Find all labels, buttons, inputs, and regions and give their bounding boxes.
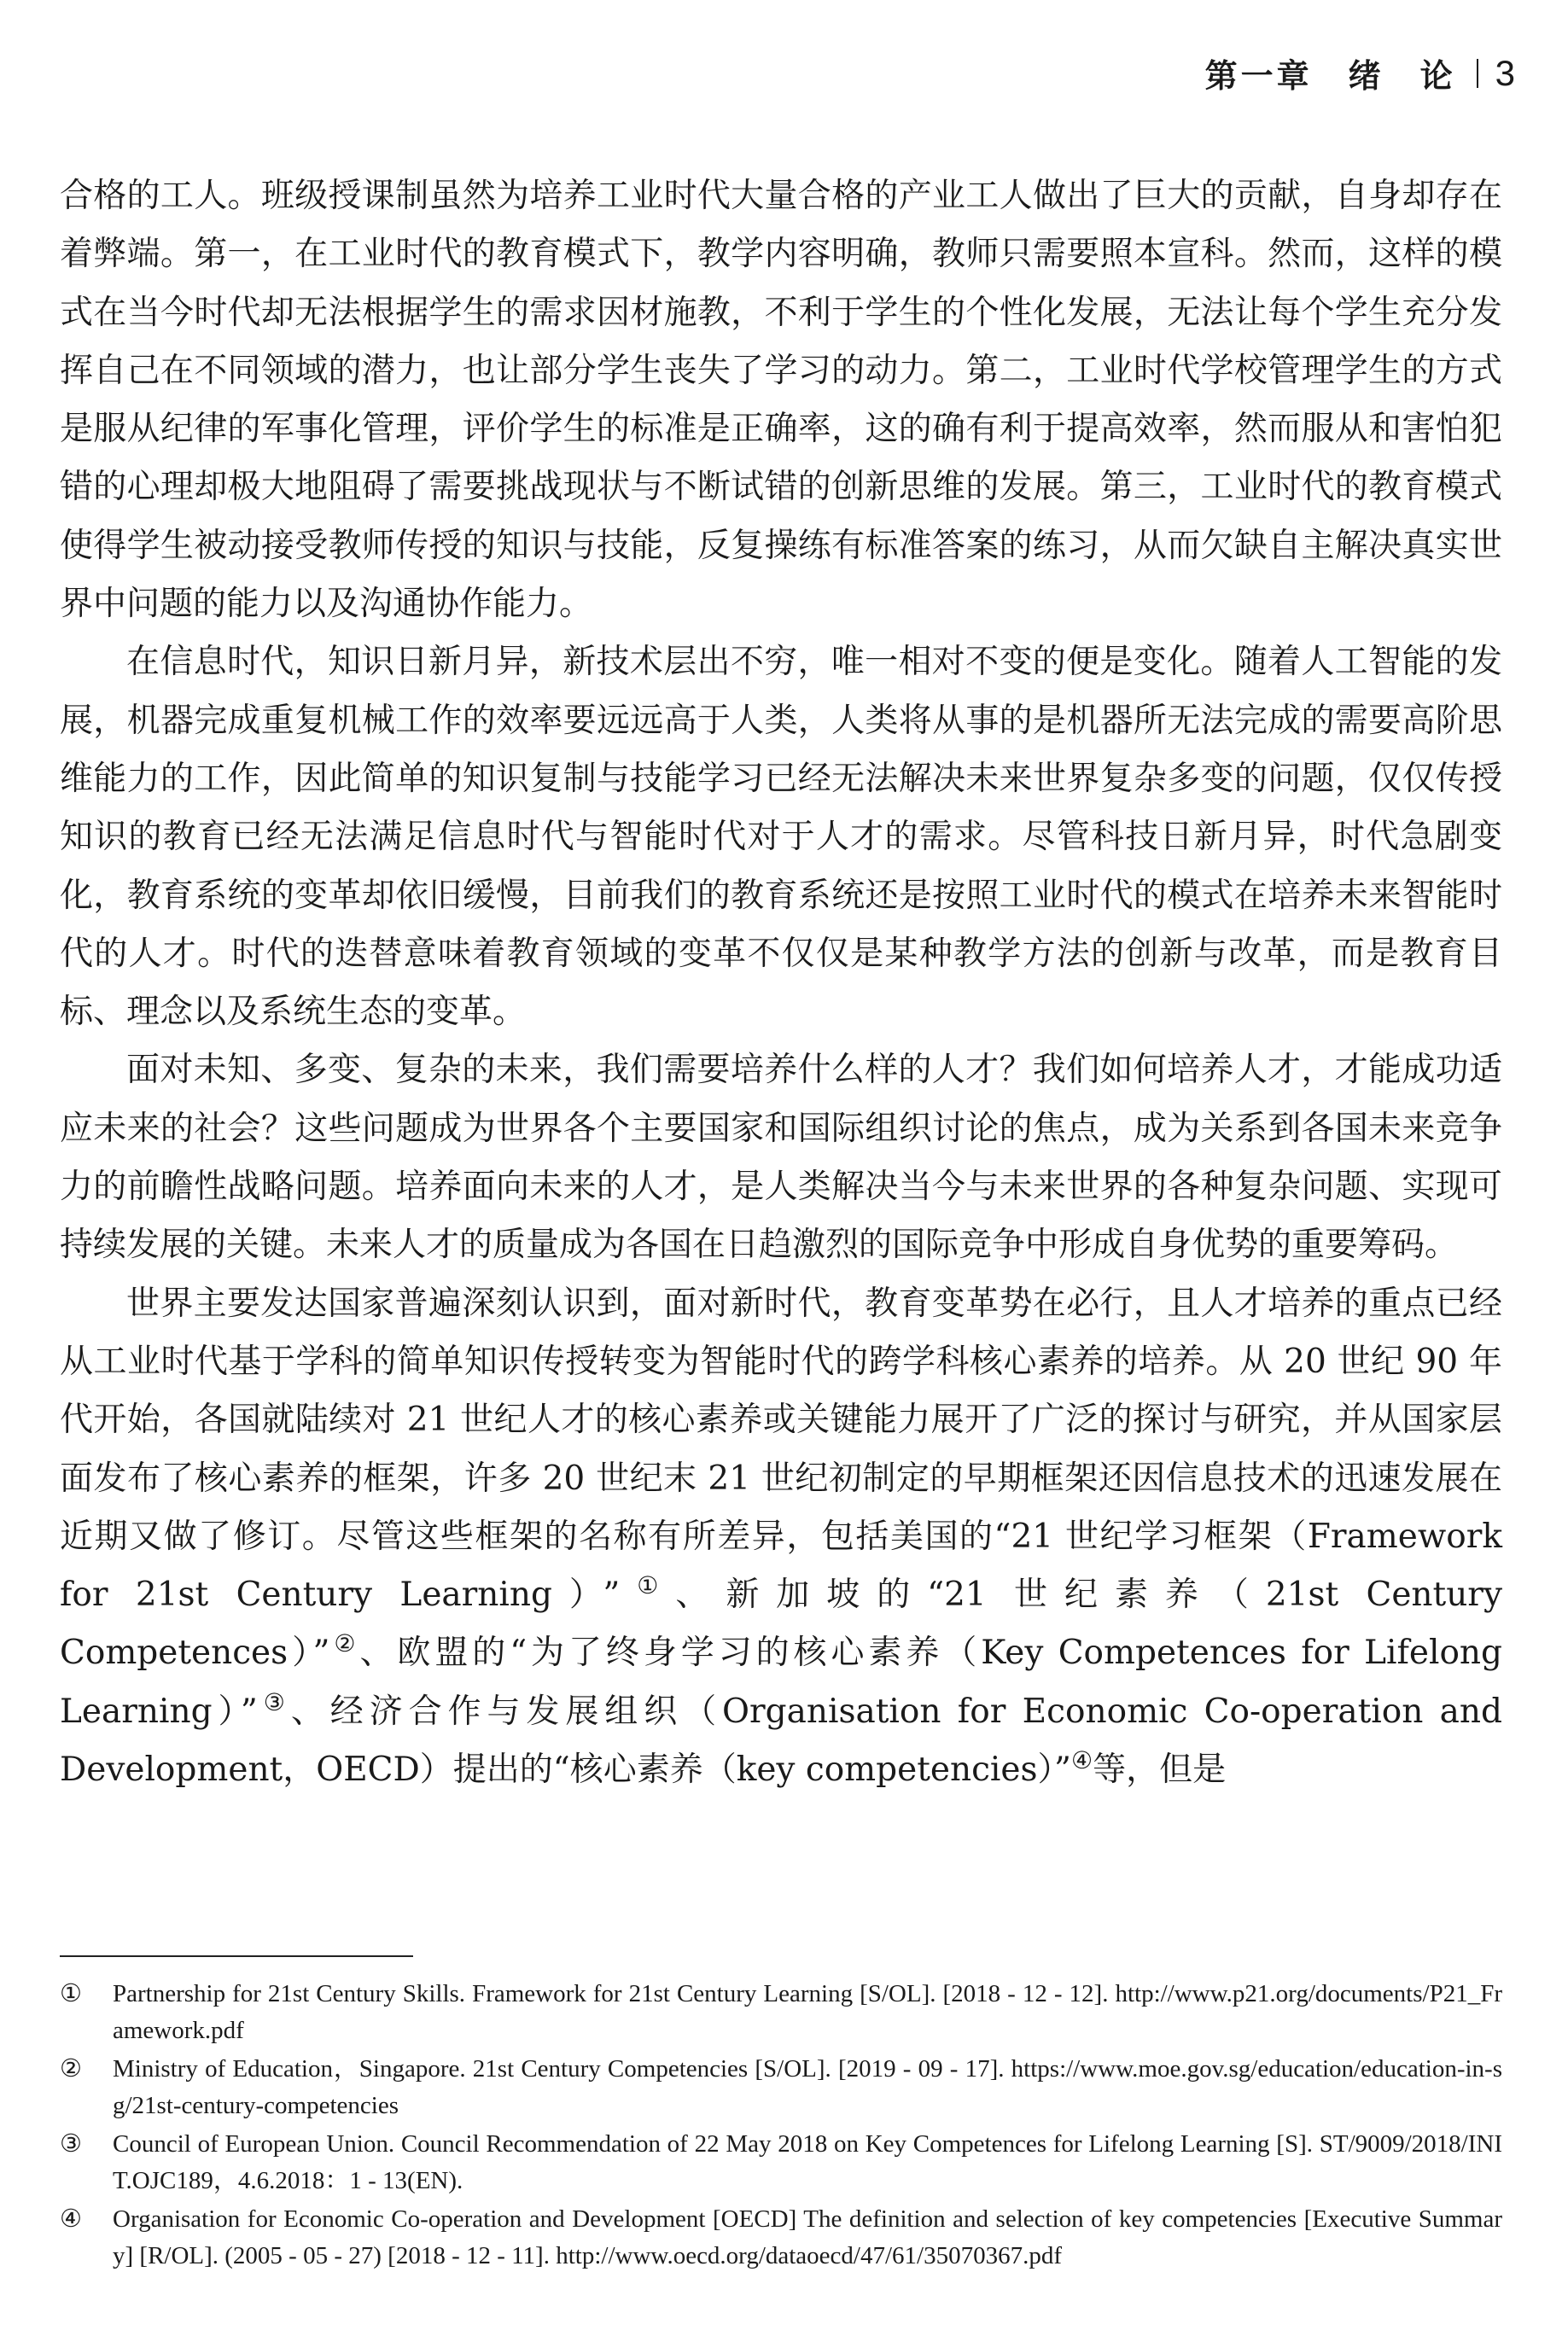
footnote	[60, 2201, 1502, 2275]
header-divider	[1477, 59, 1478, 88]
footnote-marker: ②	[329, 1629, 360, 1658]
body-paragraph	[60, 1041, 1502, 1274]
footnote-number: ①	[60, 1980, 82, 2007]
paragraph-text: 在信息时代，知识日新月异，新技术层出不穷，唯一相对不变的便是变化。随着人工智能的发展，机器完成重复机械工作的效率要远远高于人类，人类将从事的是机器所无法完成的需要高阶思维能力的工作，因此简单的知识复制与技能学习已经无法解决未来世界复杂多变的问题，仅仅传授知识的教育已经无法满足信息时代与智能时代对于人才的需求。尽管科技日新月异，时代急剧变化，教育系统的变革却依旧缓慢，目前我们的教育系统还是按照工业时代的模式在培养未来智能时代的人才。时代的迭替意味着教育领域的变革不仅仅是某种教学方法的创新与改革，而是教育目标、理念以及系统生态的变革。	[60, 643, 1502, 1032]
footnote-text: Council of European Union. Council Recommendation of 22 May 2018 on Key Competences for Lifelong Learning [S]. ST/9009/2018/INIT.OJC189，4.6.2018：1 - 13(EN).	[113, 2130, 1502, 2194]
paragraph-text: 合格的工人。班级授课制虽然为培养工业时代大量合格的产业工人做出了巨大的贡献，自身却存在着弊端。第一，在工业时代的教育模式下，教学内容明确，教师只需要照本宣科。然而，这样的模式在当今时代却无法根据学生的需求因材施教，不利于学生的个性化发展，无法让每个学生充分发挥自己在不同领域的潜力，也让部分学生丧失了学习的动力。第二，工业时代学校管理学生的方式是服从纪律的军事化管理，评价学生的标准是正确率，这的确有利于提高效率，然而服从和害怕犯错的心理却极大地阻碍了需要挑战现状与不断试错的创新思维的发展。第三，工业时代的教育模式使得学生被动接受教师传授的知识与技能，反复操练有标准答案的练习，从而欠缺自主解决真实世界中问题的能力以及沟通协作能力。	[60, 177, 1502, 624]
paragraph-text: 面对未知、多变、复杂的未来，我们需要培养什么样的人才？我们如何培养人才，才能成功适应未来的社会？这些问题成为世界各个主要国家和国际组织讨论的焦点，成为关系到各国未来竞争力的前瞻性战略问题。培养面向未来的人才，是人类解决当今与未来世界的各种复杂问题、实现可持续发展的关键。未来人才的质量成为各国在日趋激烈的国际竞争中形成自身优势的重要筹码。	[60, 1051, 1502, 1265]
footnote	[60, 2126, 1502, 2199]
footnote-number: ③	[60, 2130, 82, 2158]
footnote	[60, 2051, 1502, 2124]
footnote-number: ②	[60, 2055, 82, 2083]
footnote	[60, 1976, 1502, 2049]
paragraph-text: 等，但是	[1093, 1751, 1227, 1790]
footnote-number: ④	[60, 2205, 82, 2233]
footnote-rule	[60, 1955, 413, 1957]
footnote-text: Partnership for 21st Century Skills. Framework for 21st Century Learning [S/OL]. [2018 - 12 - 12]. http://www.p21.org/documents/P21_Framework.pdf	[113, 1980, 1502, 2044]
body-paragraph	[60, 633, 1502, 1041]
body-text	[60, 167, 1502, 1799]
page-number: 3	[1495, 52, 1515, 93]
body-paragraph	[60, 1275, 1502, 1800]
footnote-text: Ministry of Education，Singapore. 21st Century Competencies [S/OL]. [2019 - 09 - 17]. https://www.moe.gov.sg/education/education-in-sg/21st-century-competencies	[113, 2055, 1502, 2119]
footnote-marker: ①	[620, 1571, 676, 1600]
body-paragraph	[60, 167, 1502, 633]
footnote-marker: ④	[1070, 1746, 1093, 1775]
footnote-marker: ③	[257, 1687, 291, 1716]
paragraph-text: 、欧盟的“为了终身学习的核心素养（Key Competences for Lifelong Learning）”	[60, 1634, 1503, 1731]
paragraph-text: 世界主要发达国家普遍深刻认识到，面对新时代，教育变革势在必行，且人才培养的重点已经从工业时代基于学科的简单知识传授转变为智能时代的跨学科核心素养的培养。从 20 世纪 90 年代开始，各国就陆续对 21 世纪人才的核心素养或关键能力展开了广泛的探讨与研究，并从国家层面发布了核心素养的框架，许多 20 世纪末 21 世纪初制定的早期框架还因信息技术的迅速发展在近期又做了修订。尽管这些框架的名称有所差异，包括美国的“21 世纪学习框架（Framework for 21st Century Learning）”	[60, 1284, 1502, 1615]
chapter-title: 第一章 绪 论	[1204, 57, 1456, 95]
running-header	[1205, 50, 1515, 96]
footnotes	[60, 1976, 1502, 2276]
footnote-text: Organisation for Economic Co-operation and Development [OECD] The definition and selection of key competencies [Executive Summary] [R/OL]. (2005 - 05 - 27) [2018 - 12 - 11]. http://www.oecd.org/dataoecd/47/61/35070367.pdf	[113, 2205, 1502, 2269]
paragraph-text: 、经济合作与发展组织（Organisation for Economic Co-operation and Development，OECD）提出的“核心素养（key competencies）”	[60, 1692, 1503, 1790]
paragraph-text: 、新加坡的“21 世纪素养（21st Century Competences）”	[60, 1576, 1502, 1673]
